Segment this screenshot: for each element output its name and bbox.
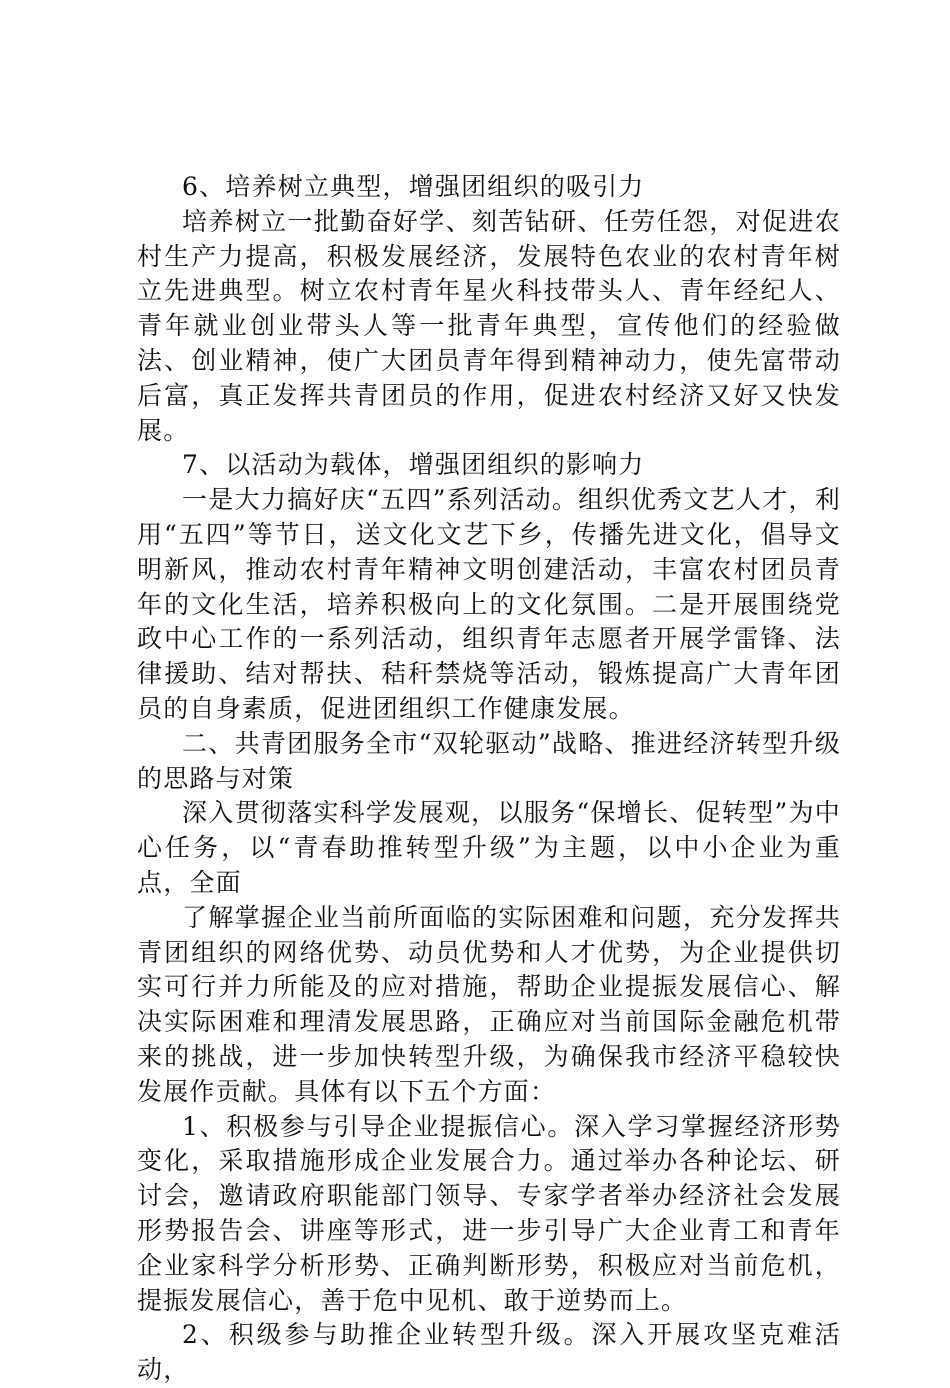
document-body — [137, 170, 841, 1388]
body-paragraph: 深入贯彻落实科学发展观，以服务“保增长、促转型”为中心任务，以“青春助推转型升级”为主题，以中小企业为重点，全面 — [137, 798, 841, 897]
list-item-1: 1、积极参与引导企业提振信心。深入学习掌握经济形势变化，采取措施形成企业发展合力。通过举办各种论坛、研讨会，邀请政府职能部门领导、专家学者举办经济社会发展形势报告会、讲座等形式，进一步引导广大企业青工和青年企业家科学分析形势、正确判断形势，积极应对当前危机，提振发展信心，善于危中见机、敢于逆势而上。 — [137, 1111, 841, 1315]
body-paragraph: 一是大力搞好庆“五四”系列活动。组织优秀文艺人才，利用“五四”等节日，送文化文艺下乡，传播先进文化，倡导文明新风，推动农村青年精神文明创建活动，丰富农村团员青年的文化生活，培养积极向上的文化氛围。二是开展围绕党政中心工作的一系列活动，组织青年志愿者开展学雷锋、法律援助、结对帮扶、秸秆禁烧等活动，锻炼提高广大青年团员的自身素质，促进团组织工作健康发展。 — [137, 485, 841, 723]
body-paragraph: 培养树立一批勤奋好学、刻苦钻研、任劳任怨，对促进农村生产力提高，积极发展经济，发展特色农业的农村青年树立先进典型。树立农村青年星火科技带头人、青年经纪人、青年就业创业带头人等一批青年典型，宣传他们的经验做法、创业精神，使广大团员青年得到精神动力，使先富带动后富，真正发挥共青团员的作用，促进农村经济又好又快发展。 — [137, 206, 841, 445]
section-heading-6: 6、培养树立典型，增强团组织的吸引力 — [182, 172, 645, 201]
body-paragraph: 了解掌握企业当前所面临的实际困难和问题，充分发挥共青团组织的网络优势、动员优势和人才优势，为企业提供切实可行并力所能及的应对措施，帮助企业提振发展信心、解决实际困难和理清发展思路，正确应对当前国际金融危机带来的挑战，进一步加快转型升级，为确保我市经济平稳较快发展作贡献。具体有以下五个方面： — [137, 902, 841, 1106]
list-item-2: 2、积级参与助推企业转型升级。深入开展攻坚克难活动， — [137, 1320, 841, 1385]
section-heading-7: 7、以活动为载体，增强团组织的影响力 — [182, 450, 645, 480]
chapter-heading-2: 二、共青团服务全市“双轮驱动”战略、推进经济转型升级的思路与对策 — [137, 728, 841, 793]
